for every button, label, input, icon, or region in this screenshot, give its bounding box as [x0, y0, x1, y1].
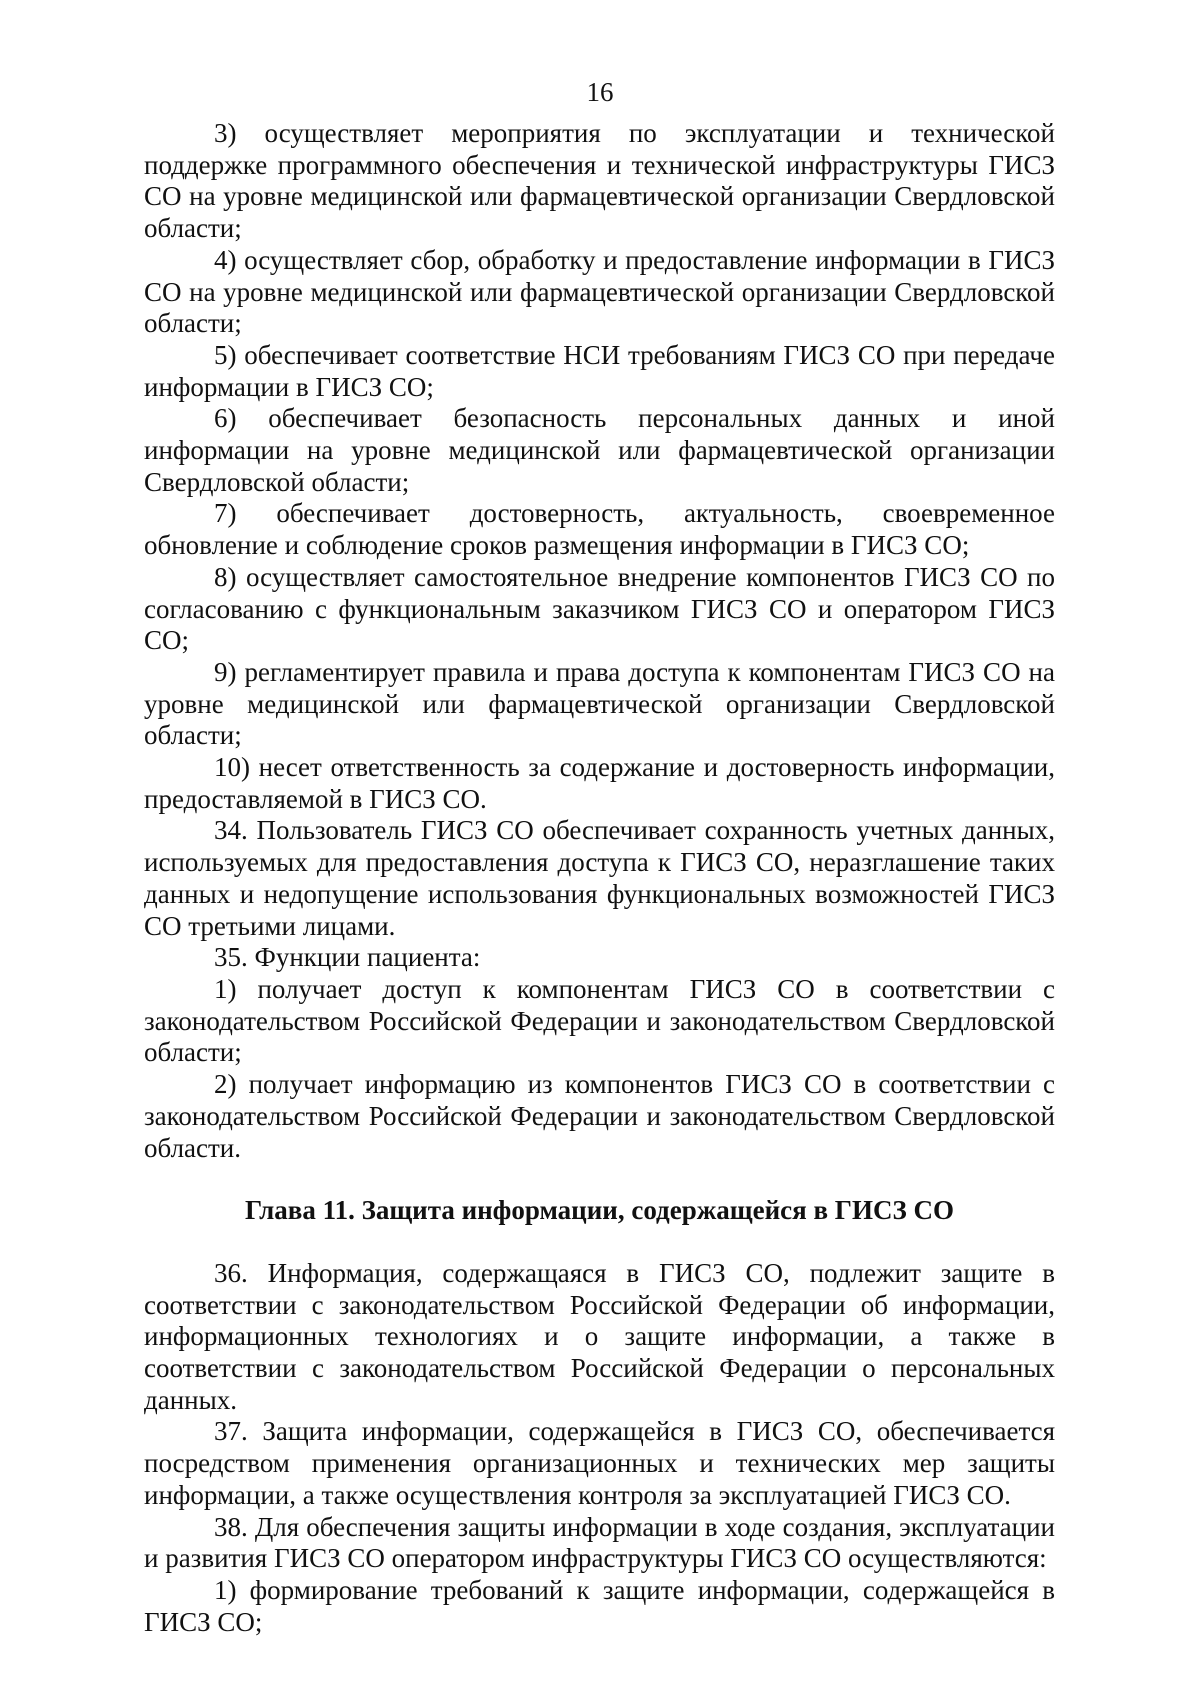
paragraph: 34. Пользователь ГИСЗ СО обеспечивает сохранность учетных данных, используемых для предоставления доступа к ГИСЗ СО, неразглашение таких данных и недопущение использования функциональных возможностей ГИСЗ СО третьими лицами.	[144, 815, 1055, 941]
page-number: 16	[586, 77, 614, 107]
spacer	[144, 1227, 1055, 1258]
paragraph: 9) регламентирует правила и права доступа к компонентам ГИСЗ СО на уровне медицинской или фармацевтической организации Свердловской области;	[144, 656, 1055, 751]
page-content	[144, 118, 1055, 1638]
paragraph: 37. Защита информации, содержащейся в ГИСЗ СО, обеспечивается посредством применения организационных и технических мер защиты информации, а также осуществления контроля за эксплуатацией ГИСЗ СО.	[144, 1416, 1055, 1510]
paragraph: 1) получает доступ к компонентам ГИСЗ СО в соответствии с законодательством Российской Федерации и законодательством Свердловской области;	[144, 973, 1055, 1068]
paragraph: 7) обеспечивает достоверность, актуальность, своевременное обновление и соблюдение сроков размещения информации в ГИСЗ СО;	[144, 498, 1055, 561]
chapter-heading: Глава 11. Защита информации, содержащейся в ГИСЗ СО	[245, 1195, 954, 1226]
paragraph: 35. Функции пациента:	[214, 942, 481, 973]
paragraph: 10) несет ответственность за содержание и достоверность информации, предоставляемой в ГИСЗ СО.	[144, 752, 1055, 814]
paragraph: 38. Для обеспечения защиты информации в ходе создания, эксплуатации и развития ГИСЗ СО оператором инфраструктуры ГИСЗ СО осуществляются:	[144, 1511, 1055, 1574]
paragraph: 1) формирование требований к защите информации, содержащейся в ГИСЗ СО;	[144, 1574, 1055, 1637]
spacer	[144, 1164, 1055, 1195]
paragraph: 6) обеспечивает безопасность персональных данных и иной информации на уровне медицинской или фармацевтической организации Свердловской области;	[144, 403, 1055, 497]
paragraph: 3) осуществляет мероприятия по эксплуатации и технической поддержке программного обеспечения и технической инфраструктуры ГИСЗ СО на уровне медицинской или фармацевтической организации Свердловской области;	[144, 118, 1055, 244]
paragraph: 5) обеспечивает соответствие НСИ требованиям ГИСЗ СО при передаче информации в ГИСЗ СО;	[144, 339, 1055, 402]
paragraph: 4) осуществляет сбор, обработку и предоставление информации в ГИСЗ СО на уровне медицинской или фармацевтической организации Свердловской области;	[144, 244, 1055, 339]
paragraph: 36. Информация, содержащаяся в ГИСЗ СО, подлежит защите в соответствии с законодательством Российской Федерации об информации, информационных технологиях и о защите информации, а также в соответствии с законодательством Российской Федерации о персональных данных.	[144, 1257, 1055, 1415]
paragraph: 2) получает информацию из компонентов ГИСЗ СО в соответствии с законодательством Российской Федерации и законодательством Свердловской области.	[144, 1069, 1055, 1163]
paragraph: 8) осуществляет самостоятельное внедрение компонентов ГИСЗ СО по согласованию с функциональным заказчиком ГИСЗ СО и оператором ГИСЗ СО;	[144, 561, 1055, 656]
